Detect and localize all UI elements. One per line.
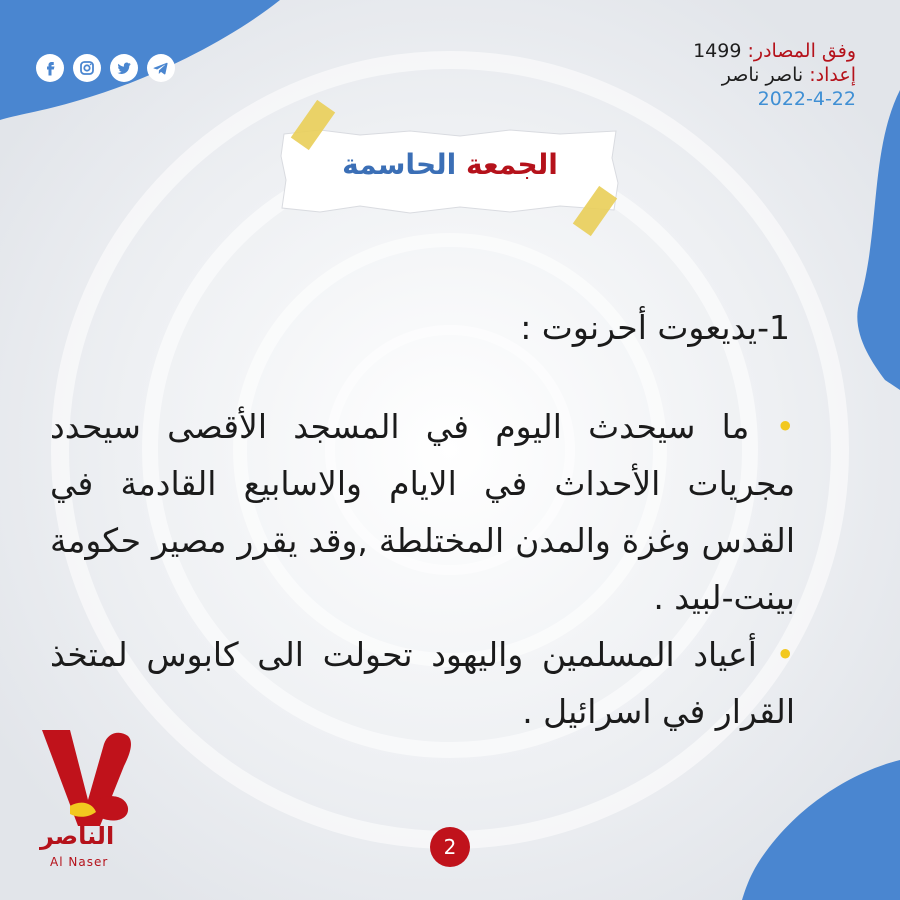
- author-row: [693, 64, 856, 88]
- source-row: [693, 40, 856, 64]
- source-label: وفق المصادر:: [747, 40, 856, 62]
- bullet-icon: •: [775, 407, 795, 446]
- author-label: إعداد:: [809, 63, 856, 86]
- bullet-icon: •: [775, 635, 795, 674]
- title-word-1: الجمعة: [465, 148, 558, 181]
- meta-info: [693, 40, 856, 111]
- title-paper: [280, 128, 620, 214]
- body-text: [50, 398, 795, 740]
- paragraph-1-text: ما سيحدث اليوم في المسجد الأقصى سيحدد مجريات الأحداث في الايام والاسابيع القادمة في القدس وغزة والمدن المختلطة ,وقد يقرر مصير حكومة بينت-لبيد .: [50, 407, 795, 617]
- page-title: [280, 148, 620, 181]
- paragraph-1: [50, 398, 795, 626]
- page-number-badge: 2: [430, 827, 470, 867]
- twitter-icon[interactable]: [110, 54, 138, 82]
- instagram-icon[interactable]: [73, 54, 101, 82]
- title-word-2: الحاسمة: [342, 148, 457, 181]
- paragraph-2-text: أعياد المسلمين واليهود تحولت الى كابوس لمتخذ القرار في اسرائيل .: [50, 635, 795, 731]
- publish-date: 2022-4-22: [757, 87, 856, 110]
- section-heading: 1-يديعوت أحرنوت :: [520, 308, 790, 347]
- source-value: 1499: [693, 40, 742, 62]
- paragraph-2: [50, 626, 795, 740]
- social-icons: [36, 54, 175, 82]
- author-value: ناصر ناصر: [721, 63, 804, 86]
- facebook-icon[interactable]: [36, 54, 64, 82]
- logo-arabic-text: الناصر: [40, 822, 115, 850]
- telegram-icon[interactable]: [147, 54, 175, 82]
- logo-latin-text: Al Naser: [50, 855, 109, 869]
